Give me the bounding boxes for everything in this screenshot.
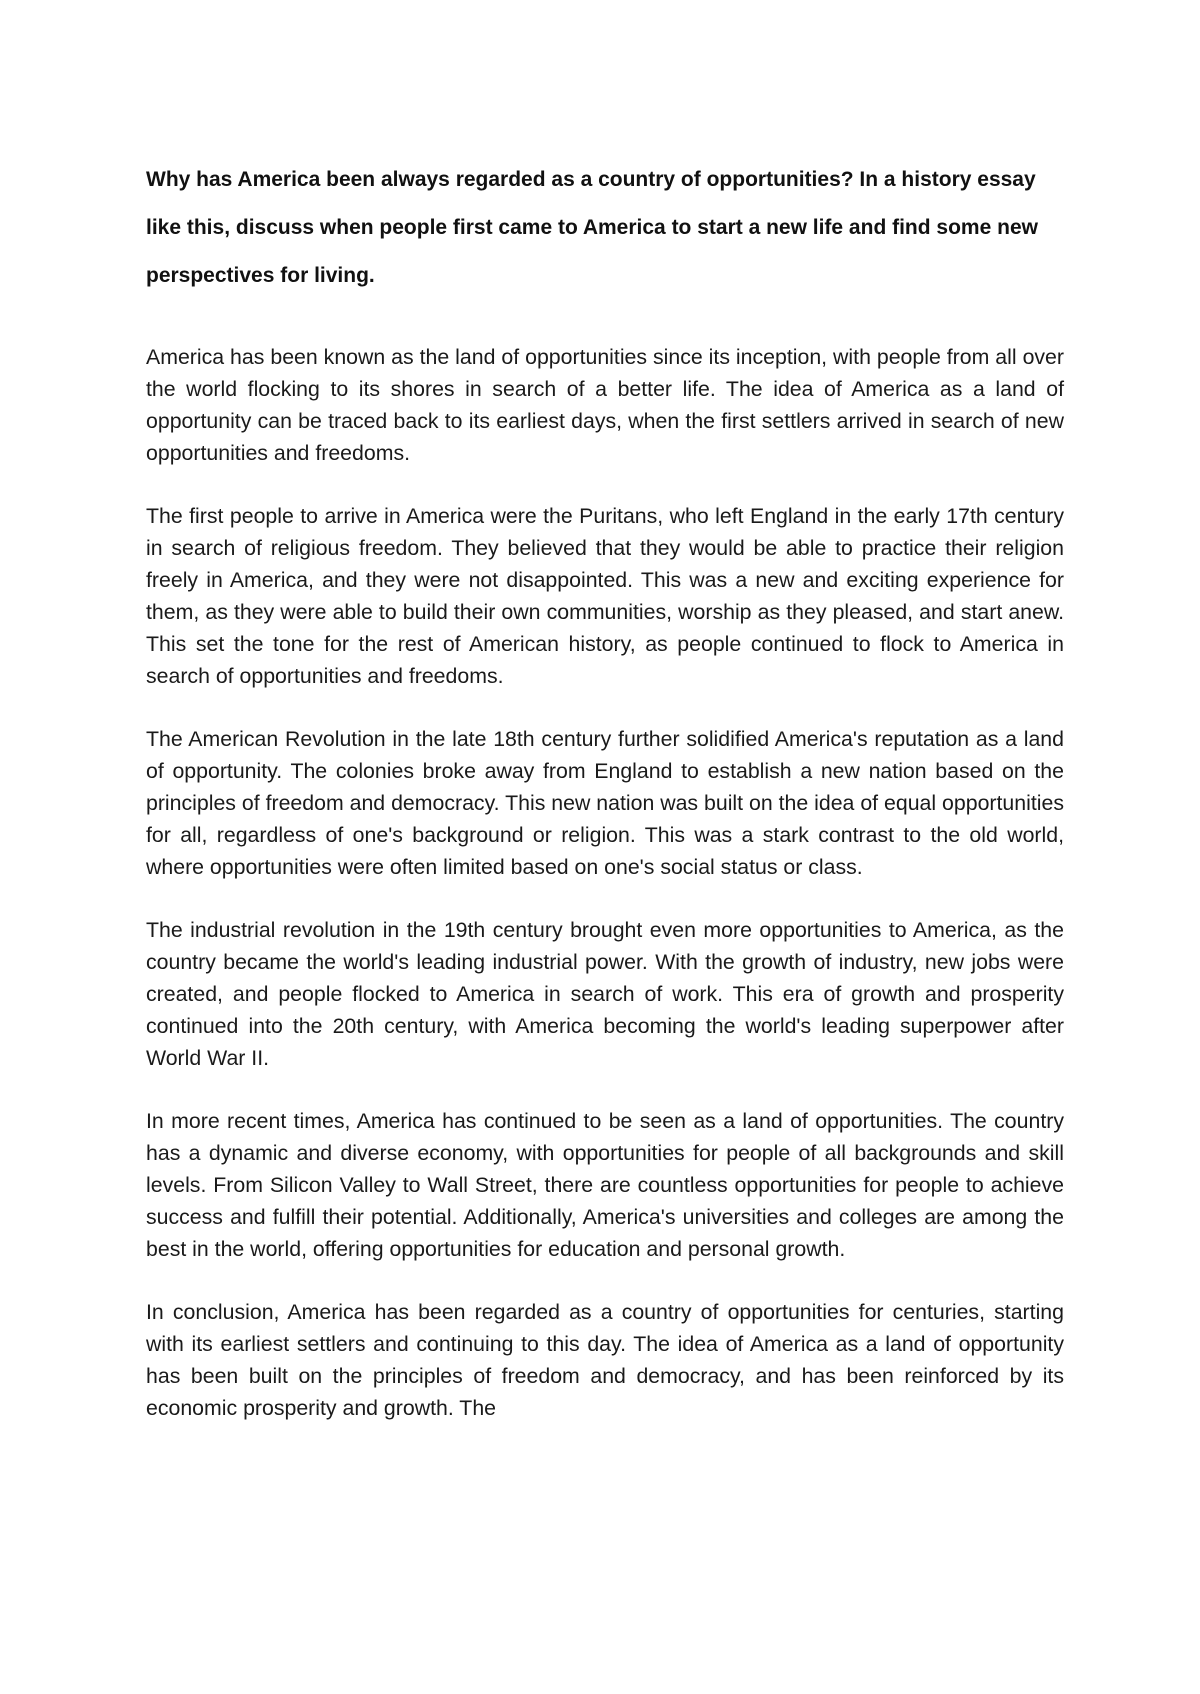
- essay-paragraph: America has been known as the land of opportunities since its inception, with people from all over the world flocking to its shores in search of a better life. The idea of America as a land of opportunity can be traced back to its earliest days, when the first settlers arrived in search of new opportunities and freedoms.: [146, 345, 1064, 465]
- essay-prompt-heading: Why has America been always regarded as a country of opportunities? In a history essay like this, discuss when people first came to America to start a new life and find some new perspectives for living.: [146, 168, 1038, 287]
- essay-paragraph: The American Revolution in the late 18th century further solidified America's reputation as a land of opportunity. The colonies broke away from England to establish a new nation based on the principles of freedom and democracy. This new nation was built on the idea of equal opportunities for all, regardless of one's background or religion. This was a stark contrast to the old world, where opportunities were often limited based on one's social status or class.: [146, 727, 1064, 879]
- essay-paragraph: The first people to arrive in America were the Puritans, who left England in the early 17th century in search of religious freedom. They believed that they would be able to practice their religion freely in America, and they were not disappointed. This was a new and exciting experience for them, as they were able to build their own communities, worship as they pleased, and start anew. This set the tone for the rest of American history, as people continued to flock to America in search of opportunities and freedoms.: [146, 504, 1064, 688]
- document-page: [146, 156, 1064, 1424]
- essay-body: [146, 341, 1064, 1424]
- essay-paragraph: In more recent times, America has continued to be seen as a land of opportunities. The country has a dynamic and diverse economy, with opportunities for people of all backgrounds and skill levels. From Silicon Valley to Wall Street, there are countless opportunities for people to achieve success and fulfill their potential. Additionally, America's universities and colleges are among the best in the world, offering opportunities for education and personal growth.: [146, 1109, 1064, 1261]
- essay-paragraph: The industrial revolution in the 19th century brought even more opportunities to America, as the country became the world's leading industrial power. With the growth of industry, new jobs were created, and people flocked to America in search of work. This era of growth and prosperity continued into the 20th century, with America becoming the world's leading superpower after World War II.: [146, 918, 1064, 1070]
- essay-paragraph: In conclusion, America has been regarded as a country of opportunities for centuries, starting with its earliest settlers and continuing to this day. The idea of America as a land of opportunity has been built on the principles of freedom and democracy, and has been reinforced by its economic prosperity and growth. The: [146, 1300, 1064, 1420]
